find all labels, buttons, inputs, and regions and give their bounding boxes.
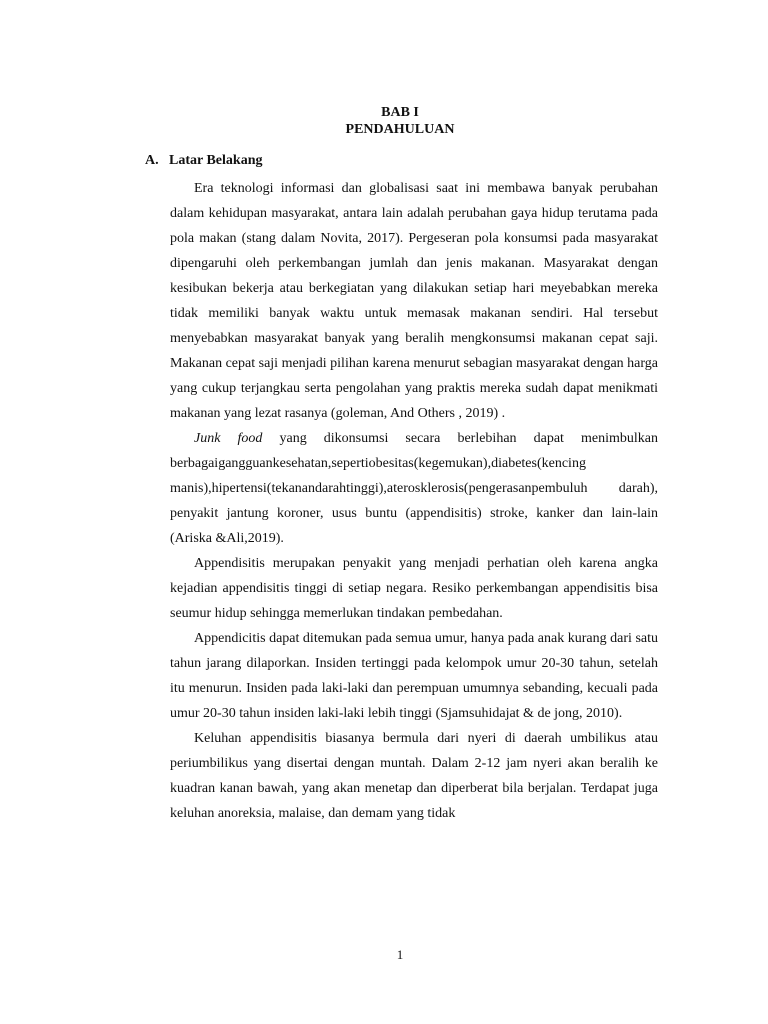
body-text xyxy=(170,176,658,826)
paragraph-text: Keluhan appendisitis biasanya bermula dari nyeri di daerah umbilikus atau periumbilikus yang disertai dengan muntah. Dalam 2-12 jam nyeri akan beralih ke kuadran kanan bawah, yang akan menetap dan diperberat bila berjalan. Terdapat juga keluhan anoreksia, malaise, dan demam yang tidak xyxy=(170,731,658,821)
section-title: Latar Belakang xyxy=(169,153,263,168)
paragraph-2 xyxy=(170,426,658,551)
paragraph-text: Appendisitis merupakan penyakit yang menjadi perhatian oleh karena angka kejadian appendisitis tinggi di setiap negara. Resiko perkembangan appendisitis bisa seumur hidup sehingga memerlukan tindakan pembedahan. xyxy=(170,556,658,621)
paragraph-5 xyxy=(170,726,658,826)
chapter-label: BAB I xyxy=(381,105,419,120)
paragraph-4 xyxy=(170,626,658,726)
paragraph-text: yang dikonsumsi secara berlebihan dapat menimbulkan berbagaigangguankesehatan,sepertiobesitas(kegemukan),diabetes(kencing manis),hipertensi(tekanandarahtinggi),aterosklerosis(pengerasanpembuluh darah), penyakit jantung koroner, usus buntu (appendisitis) stroke, kanker dan lain-lain (Ariska &Ali,2019). xyxy=(170,431,658,546)
page-number: 1 xyxy=(396,947,404,962)
paragraph-text: Appendicitis dapat ditemukan pada semua umur, hanya pada anak kurang dari satu tahun jarang dilaporkan. Insiden tertinggi pada kelompok umur 20-30 tahun, setelah itu menurun. Insiden pada laki-laki dan perempuan umumnya sebanding, kecuali pada umur 20-30 tahun insiden laki-laki lebih tinggi (Sjamsuhidajat & de jong, 2010). xyxy=(170,631,658,721)
paragraph-text: Era teknologi informasi dan globalisasi saat ini membawa banyak perubahan dalam kehidupan masyarakat, antara lain adalah perubahan gaya hidup terutama pada pola makan (stang dalam Novita, 2017). Pergeseran pola konsumsi pada masyarakat dipengaruhi oleh perkembangan jumlah dan jenis makanan. Masyarakat dengan kesibukan bekerja atau berkegiatan yang dilakukan setiap hari meyebabkan mereka tidak memiliki banyak waktu untuk memasak makanan sendiri. Hal tersebut menyebabkan masyarakat banyak yang beralih mengkonsumsi makanan cepat saji. Makanan cepat saji menjadi pilihan karena menurut sebagian masyarakat dengan harga yang cukup terjangkau serta pengolahan yang praktis mereka sudah dapat menikmati makanan yang lezat rasanya (goleman, And Others , 2019) . xyxy=(170,181,658,421)
paragraph-3 xyxy=(170,551,658,626)
paragraph-1 xyxy=(170,176,658,426)
section-number: A. xyxy=(145,153,159,168)
section-heading xyxy=(145,152,262,170)
italic-term: Junk food xyxy=(194,431,263,446)
chapter-title: PENDAHULUAN xyxy=(345,122,455,137)
